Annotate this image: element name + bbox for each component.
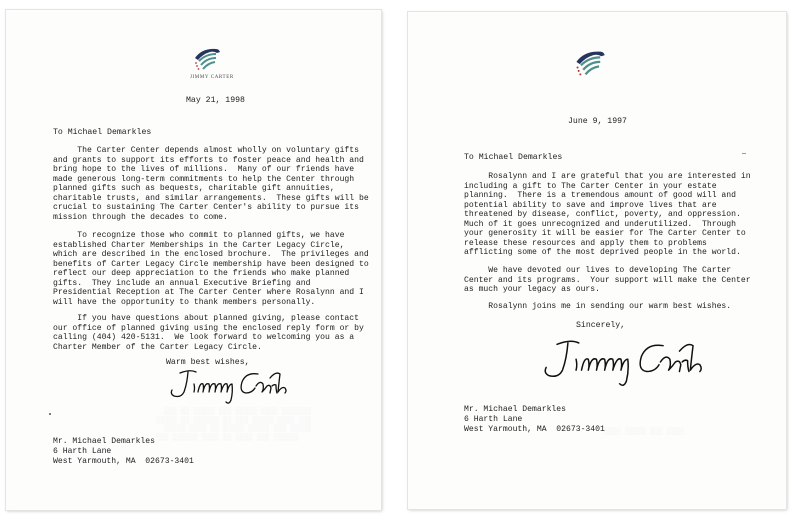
paragraph-1: The Carter Center depends almost wholly on voluntary gifts and grants to support its efforts to foster peace and health and bring hope to the lives of millions. Many of our friends have made generous long-term commitments to help the Center through planned gifts such as bequests, charitable gift annuities, charitable trusts, and similar arrangements. These gifts will be crucial to sustaining The Carter Center's ability to pursue its mission through the decades to come. bbox=[53, 146, 369, 222]
mailing-address: Mr. Michael Demarkles 6 Harth Lane West Yarmouth, MA 02673-3401 bbox=[53, 437, 194, 466]
bleed-through-text: ░░░ ░░ ░░░░░ ░░░ ░░░░░ ░░░░ ░░░░░░░ ░░░░░ ░░ ░░░░░░ ░░ ░░░ ░░░░░ ░░░░ ░░░ ░░░░░ ░░░░ ░░ ░░░░░ ░░░░░ ░░░ ░░░░░ ░░░ ░░░░░░ ░░░░ ░░ ░░░░ ░░░ ░░░░░░ bbox=[156, 408, 312, 442]
eagle-logo-icon bbox=[192, 46, 222, 72]
letterhead-name: JIMMY CARTER bbox=[190, 75, 234, 80]
letter-date: May 21, 1998 bbox=[186, 96, 245, 105]
paper-mark bbox=[742, 153, 746, 154]
bleed-through-text: ░░░░ ░░░░░ ░░░ ░░░░ bbox=[604, 428, 684, 436]
paragraph-3: If you have questions about planned giving, please contact our office of planned giving using the enclosed reply form or by calling (404) 420-5131. We look forward to welcoming you as a Charter Member of the Carter Legacy Circle. bbox=[53, 314, 364, 352]
paragraph-2: We have devoted our lives to developing The Carter Center and its programs. Your support will make the Center as much your legacy as ours. bbox=[464, 266, 751, 294]
letter-may-1998 bbox=[6, 10, 381, 510]
paragraph-2: To recognize those who commit to planned gifts, we have established Charter Memberships in the Carter Legacy Circle, which are described in the enclosed brochure. The privileges and benefits of Carter Legacy Circle membership have been designed to reflect our deep appreciation to the friends who make planned gifts. They include an annual Executive Briefing and Presidential Reception at The Carter Center where Rosalynn and I will have the opportunity to thank members personally. bbox=[53, 231, 369, 307]
letter-date: June 9, 1997 bbox=[568, 117, 627, 126]
paragraph-3: Rosalynn joins me in sending our warm best wishes. bbox=[464, 302, 732, 311]
letter-june-1997 bbox=[408, 12, 786, 509]
closing: Sincerely, bbox=[576, 321, 626, 330]
salutation: To Michael Demarkles bbox=[53, 128, 152, 137]
salutation: To Michael Demarkles bbox=[464, 153, 563, 162]
signature-image bbox=[538, 334, 708, 390]
paragraph-1: Rosalynn and I are grateful that you are interested in including a gift to The Carter Center in your estate planning. There is a tremendous amount of good will and potential ability to save and improve lives that are threatened by disease, conflict, poverty, and oppression. Much of it goes unrecognized and underutilized. Through your generosity it will be easier for The Carter Center to release these resources and apply them to problems afflicting some of the most deprived people in the world. bbox=[464, 172, 751, 257]
closing: Warm best wishes, bbox=[166, 358, 250, 367]
signature-image bbox=[166, 366, 291, 406]
eagle-logo-icon bbox=[573, 48, 607, 78]
mailing-address: Mr. Michael Demarkles 6 Harth Lane West Yarmouth, MA 02673-3401 bbox=[464, 405, 605, 434]
paper-mark bbox=[49, 413, 51, 415]
